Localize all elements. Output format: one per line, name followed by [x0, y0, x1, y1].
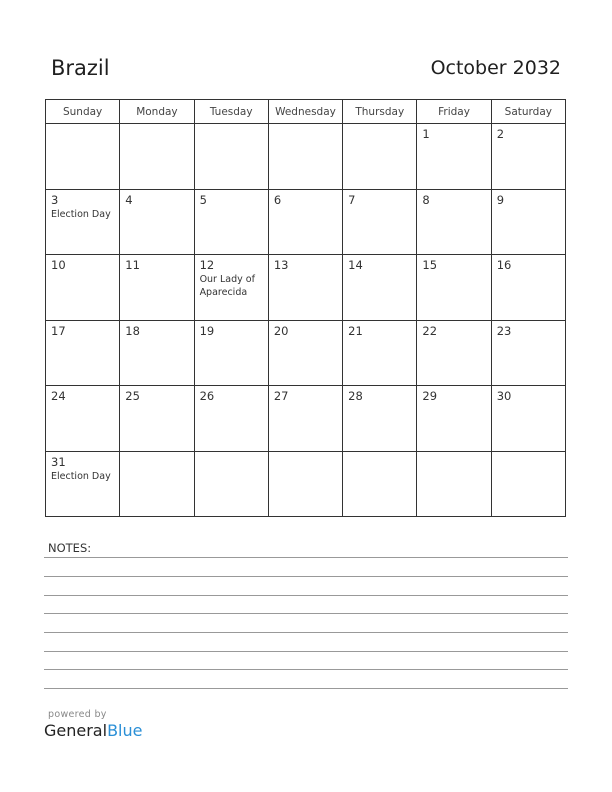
day-cell [343, 255, 417, 321]
day-cell [194, 124, 268, 190]
day-number: 23 [496, 323, 512, 338]
day-cell [343, 189, 417, 255]
day-cell [268, 320, 342, 386]
week-row [46, 255, 566, 321]
day-cell [194, 189, 268, 255]
day-cell [491, 320, 565, 386]
day-cell [194, 386, 268, 452]
weekday-header: Friday [417, 100, 491, 124]
day-cell [268, 386, 342, 452]
day-number: 20 [273, 323, 289, 338]
day-cell [268, 124, 342, 190]
day-cell [268, 189, 342, 255]
day-number: 6 [273, 192, 282, 207]
day-cell [343, 451, 417, 517]
week-row [46, 451, 566, 517]
week-row [46, 320, 566, 386]
day-cell [417, 189, 491, 255]
day-number: 21 [348, 323, 363, 338]
month-year-title: October 2032 [430, 57, 561, 79]
day-number: 15 [422, 258, 438, 272]
note-line [44, 557, 568, 558]
day-cell [491, 255, 565, 321]
day-number: 5 [199, 192, 207, 207]
weekday-header: Tuesday [194, 100, 268, 124]
day-cell [417, 386, 491, 452]
weekday-header-row [46, 100, 566, 124]
weekday-header: Saturday [491, 100, 565, 124]
day-number: 14 [348, 258, 363, 272]
day-cell [491, 386, 565, 452]
day-cell [120, 124, 194, 190]
day-number: 19 [199, 323, 215, 338]
day-cell [268, 451, 342, 517]
day-cell [46, 320, 120, 386]
day-number: 10 [51, 258, 66, 272]
day-cell [417, 320, 491, 386]
note-line [44, 632, 568, 633]
brand-general: General [44, 721, 108, 740]
day-number: 4 [125, 192, 133, 207]
day-number: 7 [348, 192, 356, 207]
weekday-header: Thursday [343, 100, 417, 124]
week-row [46, 189, 566, 255]
notes-label: NOTES: [48, 541, 92, 555]
day-number: 31 [51, 454, 66, 469]
brand-logo [44, 721, 142, 740]
day-cell [491, 451, 565, 517]
day-cell [417, 255, 491, 321]
day-number: 22 [422, 323, 438, 338]
note-line [44, 595, 568, 596]
day-number: 28 [348, 389, 363, 403]
day-cell [417, 124, 491, 190]
day-number: 1 [422, 127, 430, 141]
calendar-grid [45, 99, 566, 517]
day-cell [120, 451, 194, 517]
note-line [44, 613, 568, 614]
day-number: 26 [199, 389, 215, 403]
day-cell [46, 189, 120, 255]
day-number: 8 [422, 192, 430, 207]
day-number: 29 [422, 389, 438, 403]
day-number: 25 [125, 389, 140, 403]
day-cell [46, 451, 120, 517]
day-number: 2 [496, 127, 505, 141]
day-cell [343, 386, 417, 452]
powered-by-text: powered by [48, 709, 107, 720]
day-cell [194, 255, 268, 321]
day-cell [417, 451, 491, 517]
week-row [46, 124, 566, 190]
day-cell [120, 189, 194, 255]
day-cell [120, 255, 194, 321]
day-cell [491, 189, 565, 255]
day-number: 17 [51, 323, 66, 338]
day-number: 12 [199, 258, 215, 272]
day-cell [268, 255, 342, 321]
country-title: Brazil [51, 56, 110, 80]
note-line [44, 651, 568, 652]
holiday-label: Our Lady of Aparecida [199, 274, 255, 298]
day-cell [120, 386, 194, 452]
note-line [44, 669, 568, 670]
day-cell [491, 124, 565, 190]
day-cell [194, 320, 268, 386]
day-cell [46, 124, 120, 190]
day-number: 16 [496, 258, 512, 272]
note-line [44, 688, 568, 689]
holiday-label: Election Day [51, 208, 111, 220]
day-number: 11 [125, 258, 140, 272]
day-number: 13 [273, 258, 289, 272]
day-number: 3 [51, 192, 59, 207]
day-number: 9 [496, 192, 505, 207]
day-cell [343, 320, 417, 386]
note-line [44, 576, 568, 577]
day-cell [120, 320, 194, 386]
day-number: 30 [496, 389, 512, 403]
day-cell [46, 255, 120, 321]
day-cell [343, 124, 417, 190]
day-cell [194, 451, 268, 517]
weekday-header: Wednesday [268, 100, 342, 124]
brand-blue: Blue [107, 721, 143, 740]
weekday-header: Monday [120, 100, 194, 124]
day-number: 27 [273, 389, 289, 403]
day-number: 18 [125, 323, 140, 338]
day-cell [46, 386, 120, 452]
holiday-label: Election Day [51, 470, 111, 482]
day-number: 24 [51, 389, 66, 403]
weekday-header: Sunday [46, 100, 120, 124]
week-row [46, 386, 566, 452]
